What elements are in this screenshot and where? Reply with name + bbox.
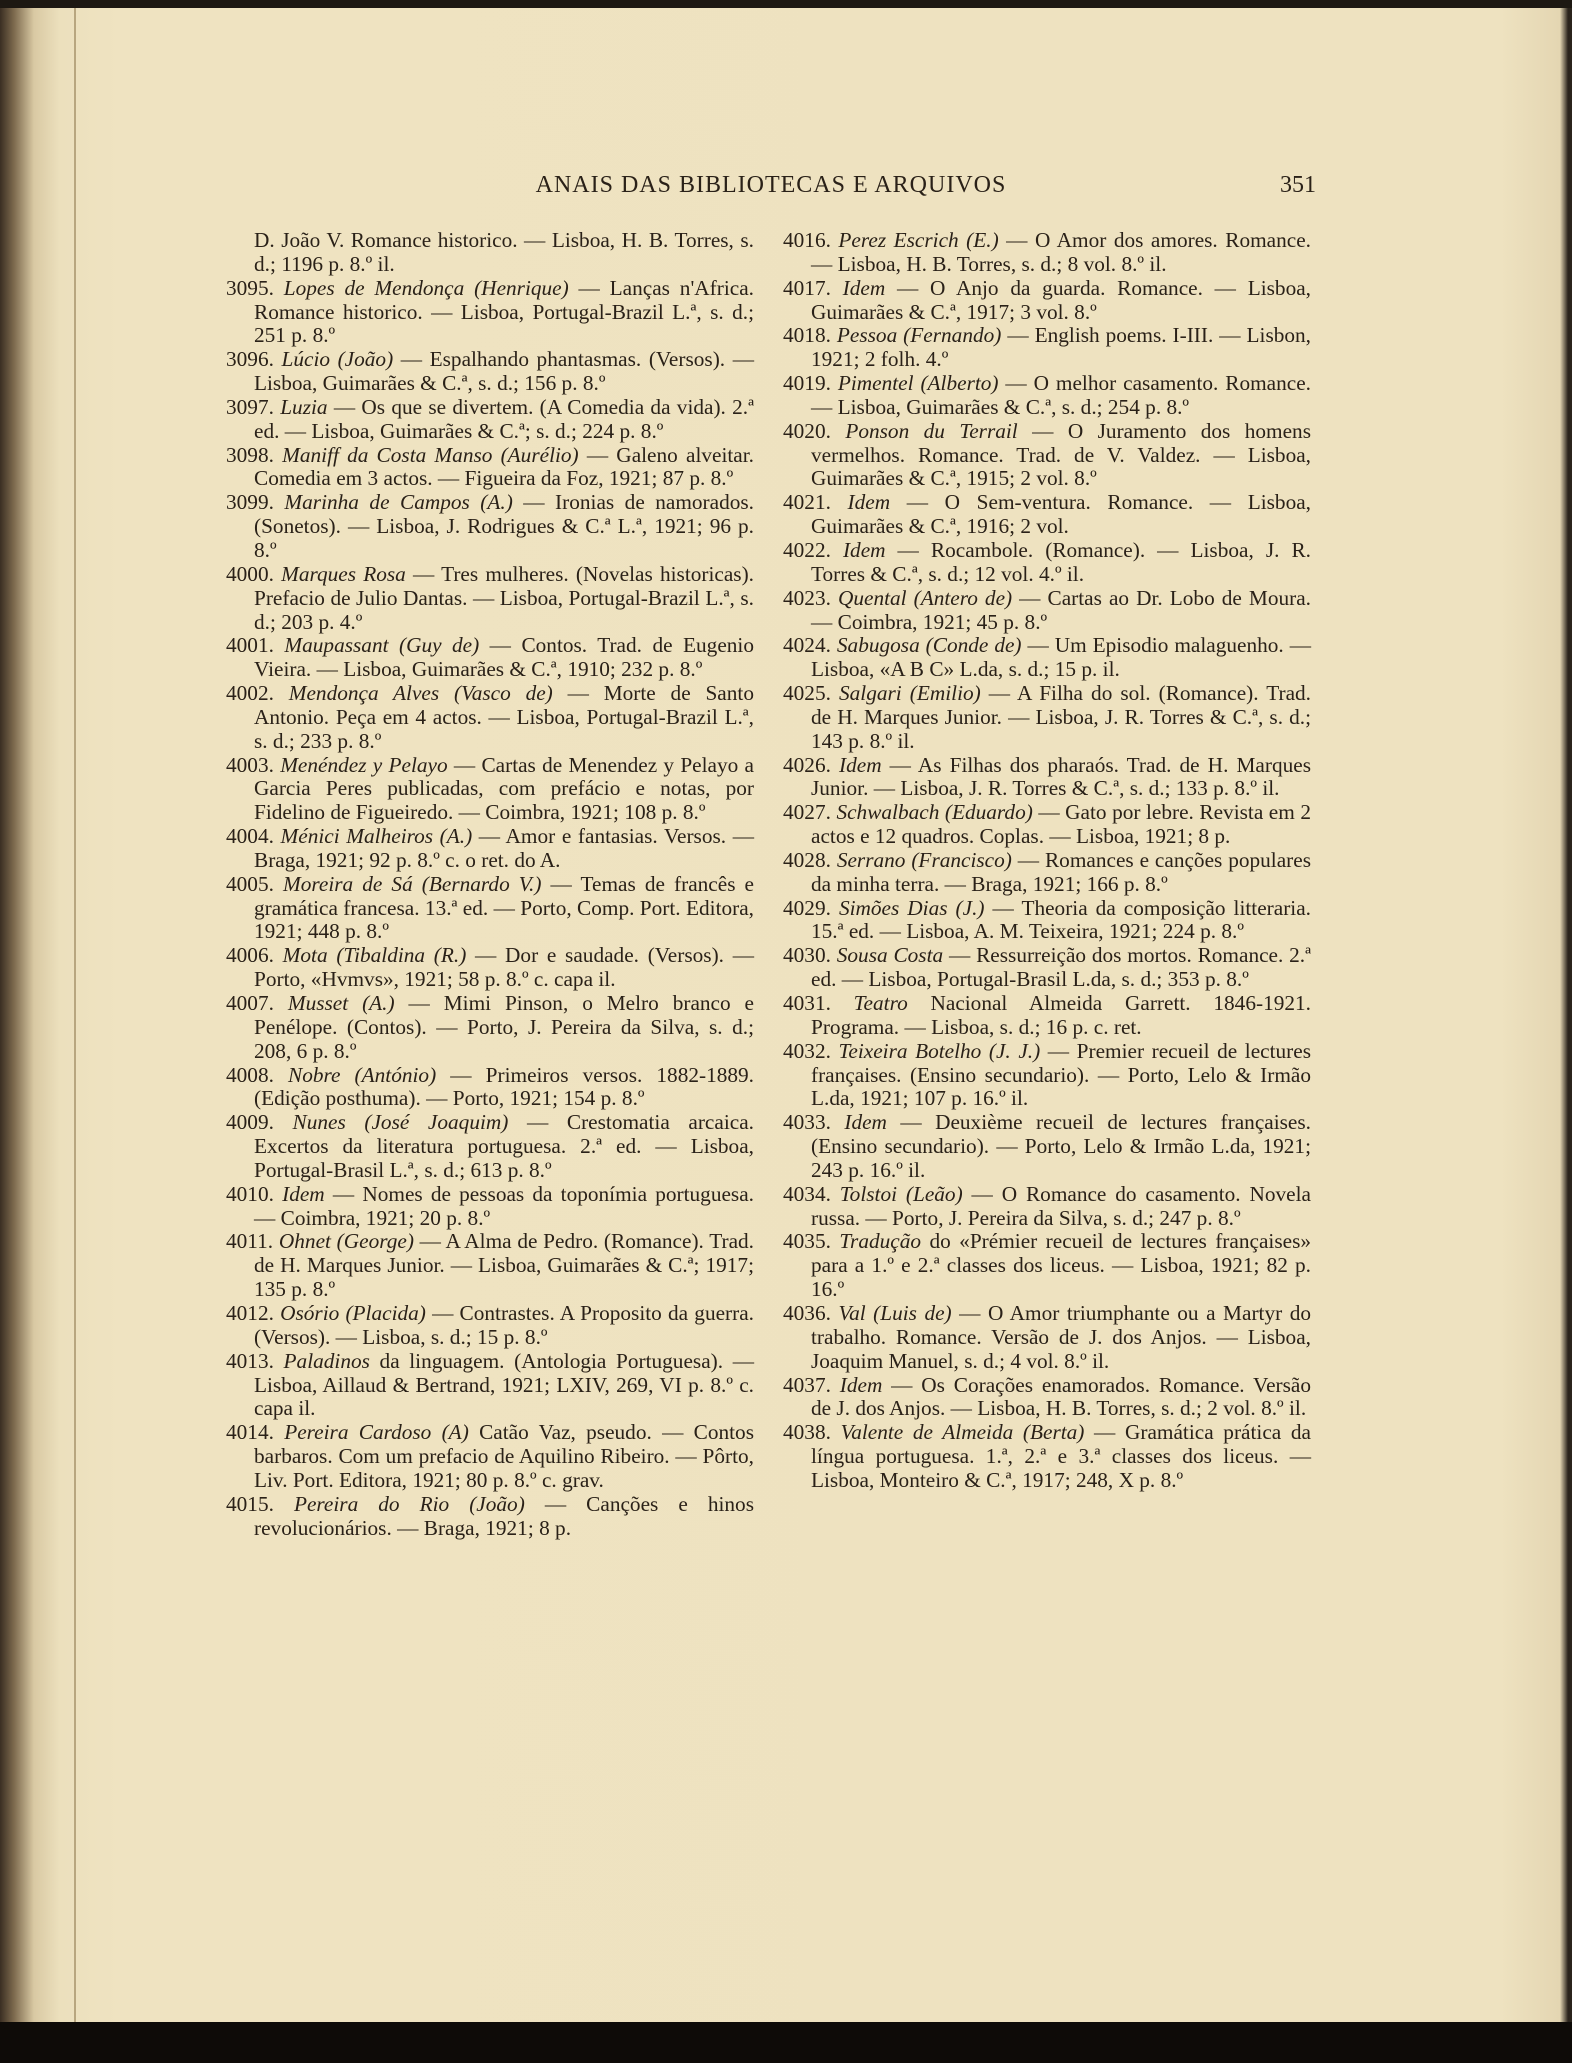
- entry-text: — As Filhas dos pharaós. Trad. de H. Marques Junior. — Lisboa, J. R. Torres & C.ª, s. d.; 133 p. 8.º il.: [811, 752, 1311, 801]
- entry-author: Valente de Almeida (Berta): [840, 1420, 1085, 1445]
- entry-author: Lúcio (João): [281, 347, 394, 372]
- entry-number: 4035.: [783, 1229, 831, 1254]
- entry-text: da linguagem. (Antologia Portuguesa). — Lisboa, Aillaud & Bertrand, 1921; LXIV, 269, VI p. 8.º c. capa il.: [254, 1348, 754, 1421]
- entry-text: — Premier recueil de lectures françaises. (Ensino secundario). — Porto, Lelo & Irmão L.da, 1921; 107 p. 16.º il.: [811, 1038, 1312, 1111]
- bibliography-entry: [226, 992, 754, 1064]
- entry-number: 4037.: [783, 1372, 831, 1397]
- entry-author: Moreira de Sá (Bernardo V.): [283, 871, 542, 896]
- entry-text: — Temas de francês e gramática francesa. 13.ª ed. — Porto, Comp. Port. Editora, 1921; 448 p. 8.º: [254, 871, 755, 944]
- bibliography-entry: [226, 754, 754, 826]
- entry-author: Ponson du Terrail: [845, 418, 1018, 443]
- entry-text: — Dor e saudade. (Versos). — Porto, «Hvmvs», 1921; 58 p. 8.º c. capa il.: [254, 943, 755, 992]
- bibliography-entry: [783, 372, 1311, 420]
- left-column: [226, 229, 754, 1540]
- bibliography-entry: [783, 491, 1311, 539]
- entry-author: Idem: [844, 1110, 887, 1135]
- entry-author: Perez Escrich (E.): [838, 228, 999, 252]
- bibliography-entry: [226, 396, 754, 444]
- bibliography-entry: [226, 1230, 754, 1302]
- entry-number: 3095.: [226, 275, 274, 300]
- entry-number: 3097.: [226, 394, 274, 419]
- entry-text: — Mimi Pinson, o Melro branco e Penélope. (Contos). — Porto, J. Pereira da Silva, s. d.; 208, 6 p. 8.º: [254, 991, 755, 1063]
- entry-text: — Tres mulheres. (Novelas historicas). Prefacio de Julio Dantas. — Lisboa, Portugal-Brazil L.ª, s. d.; 203 p. 4.º: [254, 561, 755, 634]
- entry-text: — Deuxième recueil de lectures françaises. (Ensino secundario). — Porto, Lelo & Irmão L.da, 1921; 243 p. 16.º il.: [811, 1110, 1311, 1182]
- scan-bottom-edge: [0, 2022, 1572, 2063]
- entry-text: — Contrastes. A Proposito da guerra. (Versos). — Lisboa, s. d.; 15 p. 8.º: [254, 1300, 755, 1349]
- entry-author: Pereira do Rio (João): [293, 1491, 525, 1516]
- right-column: [783, 229, 1311, 1493]
- entry-text: — Ironias de namorados. (Sonetos). — Lisboa, J. Rodrigues & C.ª L.ª, 1921; 96 p. 8.º: [254, 490, 755, 562]
- bibliography-entry: [226, 277, 754, 349]
- entry-number: 3098.: [226, 442, 274, 467]
- entry-number: 3096.: [226, 347, 274, 372]
- entry-number: 4032.: [783, 1038, 831, 1063]
- entry-text: — Lanças n'Africa. Romance historico. — Lisboa, Portugal-Brazil L.ª, s. d.; 251 p. 8.º: [254, 275, 754, 348]
- running-header: [226, 170, 1316, 204]
- entry-text: — Rocambole. (Romance). — Lisboa, J. R. Torres & C.ª, s. d.; 12 vol. 4.º il.: [811, 537, 1311, 586]
- entry-number: 4027.: [783, 800, 831, 825]
- entry-number: 4029.: [783, 895, 831, 920]
- entry-author: Nobre (António): [288, 1062, 437, 1087]
- entry-text: — Theoria da composição litteraria. 15.ª ed. — Lisboa, A. M. Teixeira, 1921; 224 p. 8.º: [811, 895, 1311, 944]
- entry-author: Sabugosa (Conde de): [836, 633, 1022, 658]
- entry-author: Maniff da Costa Manso (Aurélio): [282, 442, 579, 467]
- bibliography-entry: [783, 420, 1311, 492]
- entry-author: Serrano (Francisco): [836, 847, 1012, 872]
- bibliography-entry: [783, 324, 1311, 372]
- entry-number: 4038.: [783, 1420, 831, 1445]
- bibliography-entry: [226, 1421, 754, 1493]
- entry-number: 4012.: [226, 1300, 274, 1325]
- entry-text: Nacional Almeida Garrett. 1846-1921. Programa. — Lisboa, s. d.; 16 p. c. ret.: [811, 991, 1311, 1039]
- bibliography-entry: [783, 634, 1311, 682]
- entry-number: 4016.: [783, 228, 831, 252]
- entry-number: 4025.: [783, 681, 831, 706]
- entry-number: 4010.: [226, 1181, 274, 1206]
- bibliography-entry: [783, 277, 1311, 325]
- bibliography-entry: [783, 1183, 1311, 1231]
- entry-author: Teatro: [853, 991, 908, 1015]
- entry-number: 4014.: [226, 1420, 274, 1445]
- entry-author: Quental (Antero de): [837, 585, 1013, 610]
- entry-author: Pereira Cardoso (A): [284, 1420, 469, 1445]
- entry-text: — Primeiros versos. 1882-1889. (Edição posthuma). — Porto, 1921; 154 p. 8.º: [254, 1062, 754, 1111]
- entry-text: — O Juramento dos homens vermelhos. Romance. Trad. de V. Valdez. — Lisboa, Guimarães & C.ª, 1915; 2 vol. 8.º: [811, 418, 1311, 491]
- entry-number: 4011.: [226, 1229, 274, 1254]
- entry-text: — Contos. Trad. de Eugenio Vieira. — Lisboa, Guimarães & C.ª, 1910; 232 p. 8.º: [254, 633, 754, 682]
- entry-author: Pessoa (Fernando): [836, 323, 1002, 348]
- entry-number: 4019.: [783, 371, 831, 396]
- bibliography-entry: [783, 1302, 1311, 1374]
- entry-author: Val (Luis de): [838, 1300, 952, 1325]
- bibliography-entry: [226, 1302, 754, 1350]
- page-number: 351: [1280, 172, 1316, 198]
- entry-number: 4003.: [226, 752, 274, 777]
- bibliography-entry: [783, 992, 1311, 1040]
- entry-number: 4021.: [783, 490, 831, 515]
- bibliography-entry: [783, 1111, 1311, 1183]
- bibliography-entry: [226, 1183, 754, 1231]
- bibliography-entry: [783, 587, 1311, 635]
- entry-author: Idem: [839, 1372, 883, 1397]
- bibliography-entry: [226, 873, 754, 945]
- entry-author: Musset (A.): [287, 991, 395, 1015]
- entry-author: Osório (Placida): [280, 1300, 426, 1325]
- bibliography-entry: [226, 634, 754, 682]
- page-gutter-line: [74, 8, 76, 2022]
- entry-text: — A Filha do sol. (Romance). Trad. de H. Marques Junior. — Lisboa, J. R. Torres & C.ª, s. d.; 143 p. 8.º il.: [811, 681, 1312, 753]
- entry-number: 4007.: [226, 991, 274, 1015]
- entry-author: Teixeira Botelho (J. J.): [838, 1038, 1041, 1063]
- entry-text: — Os Corações enamorados. Romance. Versão de J. dos Anjos. — Lisboa, H. B. Torres, s. d.; 2 vol. 8.º il.: [811, 1372, 1312, 1421]
- bibliography-entry: [226, 444, 754, 492]
- entry-number: 4020.: [783, 418, 831, 443]
- entry-author: Tolstoi (Leão): [839, 1181, 963, 1206]
- entry-number: 4001.: [226, 633, 274, 658]
- entry-text: — O melhor casamento. Romance. — Lisboa, Guimarães & C.ª, s. d.; 254 p. 8.º: [811, 371, 1312, 419]
- bibliography-entry: [226, 1350, 754, 1422]
- entry-text: D. João V. Romance historico. — Lisboa, H. B. Torres, s. d.; 1196 p. 8.º il.: [254, 228, 754, 276]
- entry-author: Maupassant (Guy de): [284, 633, 480, 658]
- entry-author: Pimentel (Alberto): [837, 371, 999, 396]
- entry-text: — Ressurreição dos mortos. Romance. 2.ª ed. — Lisboa, Portugal-Brasil L.da, s. d.; 353 p. 8.º: [811, 943, 1311, 992]
- entry-text: — O Amor triumphante ou a Martyr do trabalho. Romance. Versão de J. dos Anjos. — Lisboa, Joaquim Manuel, s. d.; 4 vol. 8.º il.: [811, 1300, 1311, 1373]
- bibliography-entry: [783, 1230, 1311, 1302]
- entry-number: 4026.: [783, 752, 831, 777]
- entry-author: Idem: [842, 275, 886, 300]
- entry-author: Marinha de Campos (A.): [284, 490, 513, 515]
- entry-number: 4015.: [226, 1491, 274, 1516]
- bibliography-entry: [226, 1493, 754, 1541]
- bibliography-entry: [226, 563, 754, 635]
- entry-author: Marques Rosa: [281, 561, 406, 586]
- entry-author: Idem: [847, 490, 891, 515]
- entry-author: Ménici Malheiros (A.): [280, 824, 473, 849]
- entry-author: Idem: [839, 752, 882, 777]
- entry-number: 4018.: [783, 323, 831, 348]
- bibliography-entry: [783, 944, 1311, 992]
- entry-number: 4008.: [226, 1062, 274, 1087]
- entry-text: — O Anjo da guarda. Romance. — Lisboa, Guimarães & C.ª, 1917; 3 vol. 8.º: [811, 275, 1312, 324]
- running-title: ANAIS DAS BIBLIOTECAS E ARQUIVOS: [535, 172, 1007, 198]
- entry-text: — Um Episodio malaguenho. — Lisboa, «A B C» L.da, s. d.; 15 p. il.: [811, 633, 1311, 682]
- bibliography-entry: [783, 849, 1311, 897]
- entry-number: 4013.: [226, 1348, 274, 1373]
- entry-text: — Gramática prática da língua portuguesa. 1.ª, 2.ª e 3.ª classes dos liceus. — Lisboa, Monteiro & C.ª, 1917; 248, X p. 8.º: [811, 1420, 1311, 1492]
- entry-number: 4017.: [783, 275, 831, 300]
- entry-text: — English poems. I-III. — Lisbon, 1921; 2 folh. 4.º: [811, 323, 1312, 372]
- entry-text: — Cartas de Menendez y Pelayo a Garcia Peres publicadas, com prefácio e notas, por Fidelino de Figueiredo. — Coimbra, 1921; 108 p. 8.º: [254, 752, 754, 825]
- bibliography-entry: [783, 1040, 1311, 1112]
- entry-number: 4036.: [783, 1300, 831, 1325]
- bibliography-entry: [783, 801, 1311, 849]
- bibliography-entry: [783, 682, 1311, 754]
- entry-author: Sousa Costa: [836, 943, 944, 968]
- entry-text: — Galeno alveitar. Comedia em 3 actos. — Figueira da Foz, 1921; 87 p. 8.º: [254, 442, 754, 491]
- entry-text: — Gato por lebre. Revista em 2 actos e 12 quadros. Coplas. — Lisboa, 1921; 8 p.: [811, 800, 1311, 849]
- entry-text: Catão Vaz, pseudo. — Contos barbaros. Com um prefacio de Aquilino Ribeiro. — Pôrto, Liv. Port. Editora, 1921; 80 p. 8.º c. grav.: [254, 1420, 754, 1492]
- entry-text: — O Romance do casamento. Novela russa. — Porto, J. Pereira da Silva, s. d.; 247 p. 8.º: [811, 1181, 1311, 1230]
- entry-number: 4000.: [226, 561, 274, 586]
- entry-author: Luzia: [280, 394, 328, 419]
- entry-author: Nunes (José Joaquim): [292, 1110, 509, 1135]
- entry-author: Lopes de Mendonça (Henrique): [283, 275, 569, 300]
- bibliography-entry: [783, 754, 1311, 802]
- entry-number: 4006.: [226, 943, 274, 968]
- bibliography-entry: [226, 682, 754, 754]
- entry-text: — Cartas ao Dr. Lobo de Moura. — Coimbra, 1921; 45 p. 8.º: [811, 585, 1311, 634]
- entry-author: Simões Dias (J.): [838, 895, 985, 920]
- entry-author: Mota (Tibaldina (R.): [282, 943, 467, 968]
- entry-text: — Romances e canções populares da minha terra. — Braga, 1921; 166 p. 8.º: [811, 847, 1312, 896]
- entry-text: — A Alma de Pedro. (Romance). Trad. de H. Marques Junior. — Lisboa, Guimarães & C.ª; 1917; 135 p. 8.º: [254, 1229, 754, 1302]
- bibliography-entry: [226, 944, 754, 992]
- entry-text: — Nomes de pessoas da toponímia portuguesa. — Coimbra, 1921; 20 p. 8.º: [254, 1181, 754, 1230]
- entry-text: — Crestomatia arcaica. Excertos da literatura portuguesa. 2.ª ed. — Lisboa, Portugal-Brasil L.ª, s. d.; 613 p. 8.º: [254, 1110, 754, 1182]
- bibliography-entry: [226, 1111, 754, 1183]
- entry-author: Idem: [842, 537, 886, 562]
- entry-number: 4023.: [783, 585, 831, 610]
- entry-number: 4009.: [226, 1110, 274, 1135]
- entry-number: 4005.: [226, 871, 274, 896]
- entry-author: Schwalbach (Eduardo): [836, 800, 1033, 825]
- entry-author: Idem: [282, 1181, 325, 1206]
- entry-text: — Canções e hinos revolucionários. — Braga, 1921; 8 p.: [254, 1491, 754, 1540]
- entry-text: — Amor e fantasias. Versos. — Braga, 1921; 92 p. 8.º c. o ret. do A.: [254, 824, 754, 872]
- entry-text: — Morte de Santo Antonio. Peça em 4 actos. — Lisboa, Portugal-Brazil L.ª, s. d.; 233 p. 8.º: [254, 681, 754, 753]
- entry-number: 3099.: [226, 490, 274, 515]
- bibliography-entry: [226, 491, 754, 563]
- entry-number: 4024.: [783, 633, 831, 658]
- entry-author: Tradução: [839, 1229, 922, 1254]
- entry-author: Mendonça Alves (Vasco de): [288, 681, 553, 706]
- entry-number: 4030.: [783, 943, 831, 968]
- bibliography-entry: [783, 1374, 1311, 1422]
- entry-author: Paladinos: [283, 1348, 370, 1373]
- entry-text: — Os que se divertem. (A Comedia da vida). 2.ª ed. — Lisboa, Guimarães & C.ª; s. d.; 224 p. 8.º: [254, 394, 754, 443]
- entry-author: Menéndez y Pelayo: [280, 752, 448, 777]
- entry-number: 4028.: [783, 847, 831, 872]
- entry-text: do «Prémier recueil de lectures françaises» para a 1.º e 2.ª classes dos liceus. — Lisboa, 1921; 82 p. 16.º: [811, 1229, 1312, 1302]
- entry-author: Salgari (Emilio): [838, 681, 981, 706]
- bibliography-entry: [226, 348, 754, 396]
- bibliography-entry: [783, 539, 1311, 587]
- entry-text: — Espalhando phantasmas. (Versos). — Lisboa, Guimarães & C.ª, s. d.; 156 p. 8.º: [254, 347, 754, 396]
- scan-top-edge: [0, 0, 1572, 8]
- entry-number: 4002.: [226, 681, 274, 706]
- entry-number: 4004.: [226, 824, 274, 849]
- entry-author: Ohnet (George): [278, 1229, 414, 1254]
- entry-number: 4034.: [783, 1181, 831, 1206]
- bibliography-entry: [226, 825, 754, 873]
- entry-number: 4022.: [783, 537, 831, 562]
- entry-text: — O Sem-ventura. Romance. — Lisboa, Guimarães & C.ª, 1916; 2 vol.: [811, 490, 1311, 539]
- bibliography-entry: [783, 897, 1311, 945]
- entry-number: 4031.: [783, 991, 831, 1015]
- bibliography-entry: [783, 229, 1311, 277]
- entry-text: — O Amor dos amores. Romance. — Lisboa, H. B. Torres, s. d.; 8 vol. 8.º il.: [811, 228, 1311, 276]
- bibliography-entry: [226, 1064, 754, 1112]
- bibliography-entry: [226, 229, 754, 277]
- bibliography-entry: [783, 1421, 1311, 1493]
- entry-number: 4033.: [783, 1110, 831, 1135]
